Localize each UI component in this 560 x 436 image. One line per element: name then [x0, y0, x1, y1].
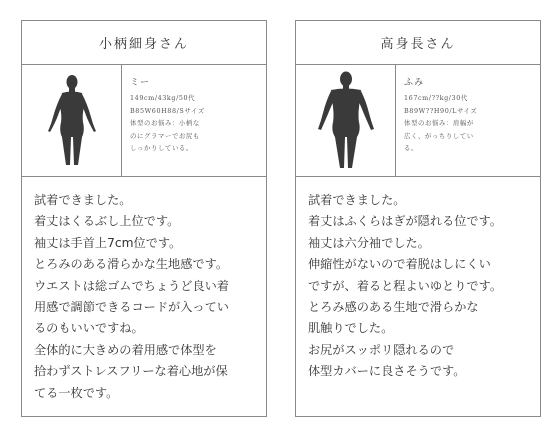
profile-line: 広く、がっちりしてい	[404, 131, 474, 140]
profile-section	[296, 65, 540, 177]
review-line: 肌触りでした。	[308, 321, 394, 336]
card-title: 小柄細身さん	[22, 21, 266, 65]
review-line: ですが、着ると程よいゆとりです。	[308, 278, 503, 293]
review-line: るのもいいですね。	[34, 321, 144, 336]
review-line: てる一枚です。	[34, 385, 119, 400]
profile-line: る。	[404, 144, 418, 153]
slim-figure-icon	[42, 73, 102, 169]
review-line: 着丈はくるぶし上位です。	[34, 214, 180, 229]
review-line: 着丈はふくらはぎが隠れる位です。	[308, 214, 503, 229]
profile-line: のにグラマーでお尻も	[130, 131, 200, 140]
review-text	[308, 190, 534, 383]
figure-cell	[22, 65, 122, 176]
profile-line: 体型のお悩み：小柄な	[130, 119, 200, 128]
review-line: 用感で調節できるコードが入ってい	[34, 300, 229, 315]
profile-section	[22, 65, 266, 177]
review-card-tall	[295, 20, 541, 417]
review-card-petite	[21, 20, 267, 417]
review-line: とろみのある滑らかな生地感です。	[34, 257, 229, 272]
review-line: 袖丈は六分袖でした。	[308, 235, 430, 250]
profile-line: 体型のお悩み：肩幅が	[404, 119, 474, 128]
review-line: 伸縮性がないので着脱はしにくい	[308, 257, 491, 272]
review-line: 全体的に大きめの着用感で体型を	[34, 342, 217, 357]
card-title: 高身長さん	[296, 21, 540, 65]
profile-line: 167cm/??kg/30代	[404, 94, 468, 102]
profile-line: B85W60H88/Sサイズ	[130, 106, 205, 115]
review-text	[34, 190, 260, 404]
review-line: 試着できました。	[34, 193, 132, 207]
model-name: ミー	[130, 78, 151, 88]
profile-info	[404, 75, 534, 155]
profile-info	[130, 75, 260, 155]
profile-line: しっかりしている。	[130, 144, 193, 153]
review-line: とろみ感のある生地で滑らかな	[308, 300, 479, 315]
profile-line: B89W??H90/Lサイズ	[404, 106, 478, 115]
review-line: 試着できました。	[308, 193, 406, 207]
figure-cell	[296, 65, 396, 176]
tall-figure-icon	[314, 71, 378, 171]
review-line: お尻がスッポリ隠れるので	[308, 342, 455, 357]
review-line: 体型カバーに良さそうです。	[308, 364, 466, 379]
review-line: ウエストは総ゴムでちょうど良い着	[34, 278, 229, 293]
review-line: 袖丈は手首上7cm位です。	[34, 235, 182, 250]
model-name: ふみ	[404, 78, 425, 88]
review-line: 拾わずストレスフリーな着心地が保	[34, 364, 228, 379]
profile-line: 149cm/43kg/50代	[130, 94, 196, 102]
